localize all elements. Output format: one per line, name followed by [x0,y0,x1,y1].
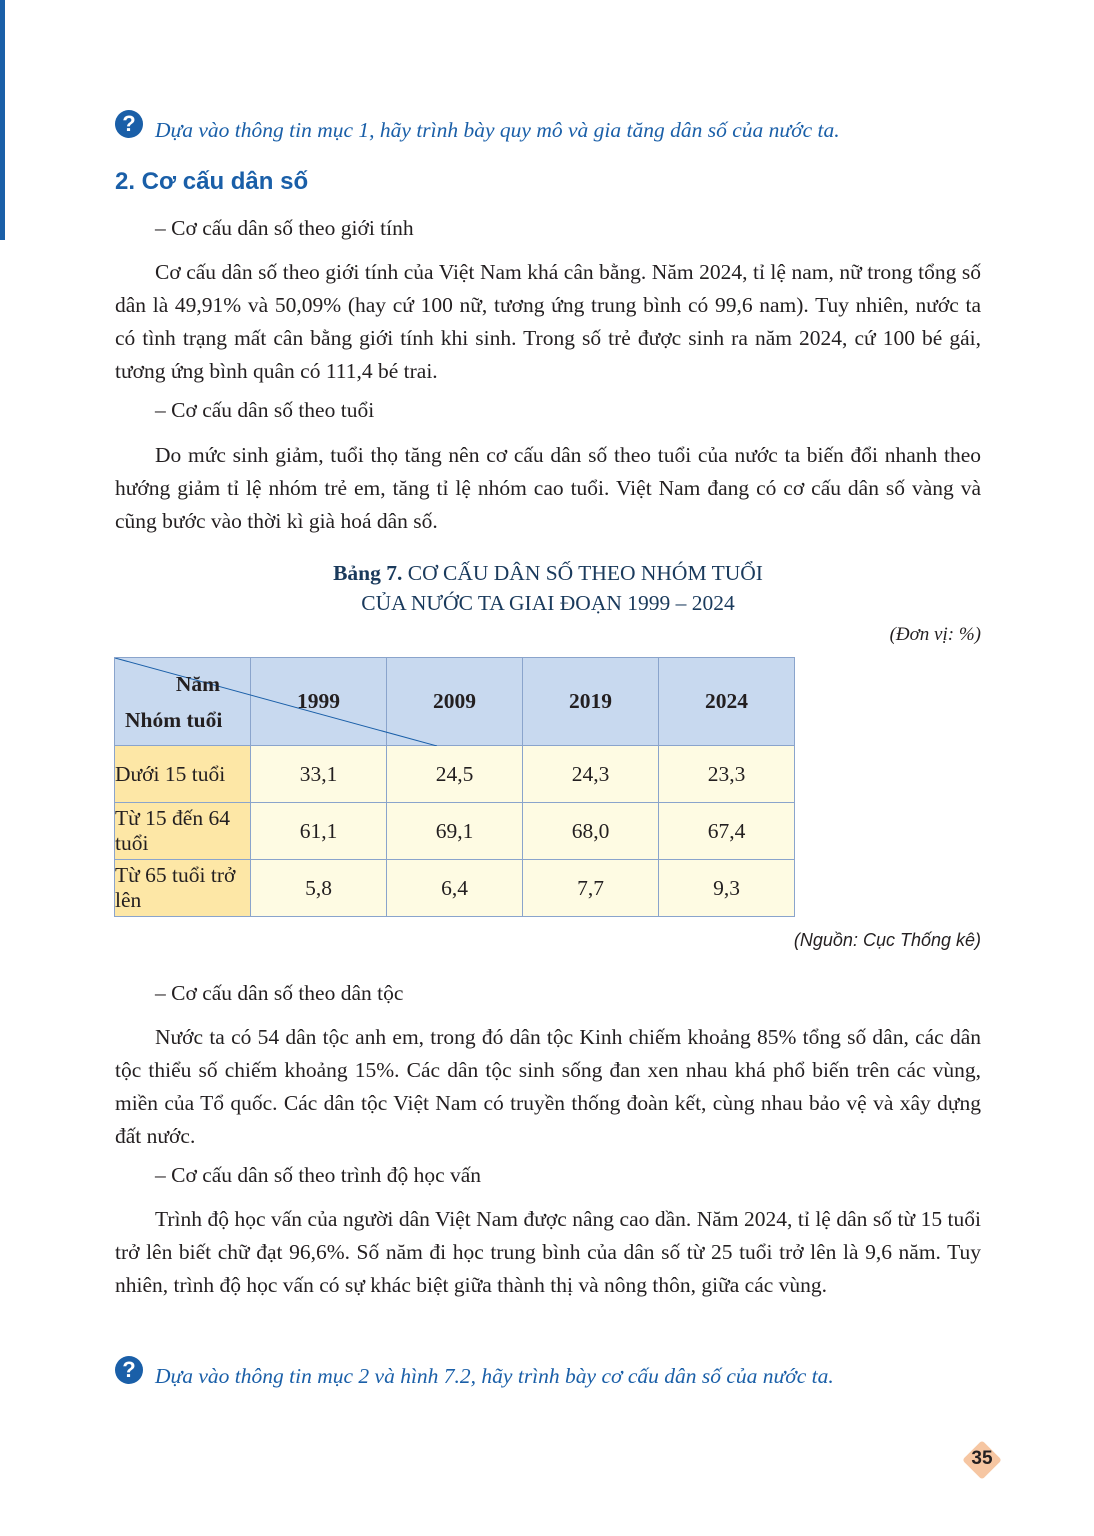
value-cell: 24,3 [523,746,659,803]
value-cell: 9,3 [659,860,795,917]
education-label: – Cơ cấu dân số theo trình độ học vấn [155,1163,482,1187]
year-header: 2009 [387,658,523,746]
value-cell: 67,4 [659,803,795,860]
table-unit: (Đơn vị: %) [889,624,981,645]
table-title-line1: CƠ CẤU DÂN SỐ THEO NHÓM TUỔI [402,561,763,585]
section-heading: 2. Cơ cấu dân số [115,168,309,195]
value-cell: 68,0 [523,803,659,860]
question-2-text: Dựa vào thông tin mục 2 và hình 7.2, hãy trình bày cơ cấu dân số của nước ta. [155,1363,834,1388]
value-cell: 69,1 [387,803,523,860]
left-accent-bar [0,0,5,240]
table-row [115,803,795,860]
value-cell: 6,4 [387,860,523,917]
age-paragraph: Do mức sinh giảm, tuổi thọ tăng nên cơ cấu dân số theo tuổi của nước ta biến đổi nhanh theo hướng giảm tỉ lệ nhóm trẻ em, tăng tỉ lệ nhóm cao tuổi. Việt Nam đang có cơ cấu dân số vàng và cũng bước vào thời kì già hoá dân số. [115,443,981,533]
value-cell: 61,1 [251,803,387,860]
corner-year-label: Năm [175,672,220,696]
value-cell: 23,3 [659,746,795,803]
year-header: 1999 [251,658,387,746]
question-mark-icon: ? [115,1356,143,1384]
education-paragraph: Trình độ học vấn của người dân Việt Nam được nâng cao dần. Năm 2024, tỉ lệ dân số từ 15 tuổi trở lên biết chữ đạt 96,6%. Số năm đi học trung bình của dân số từ 25 tuổi trở lên là 9,6 năm. Tuy nhiên, trình độ học vấn có sự khác biệt giữa thành thị và nông thôn, giữa các vùng. [115,1207,981,1297]
table-source: (Nguồn: Cục Thống kê) [793,930,981,950]
ethnic-label: – Cơ cấu dân số theo dân tộc [155,981,404,1005]
age-group-cell: Dưới 15 tuổi [115,746,251,803]
question-1-text: Dựa vào thông tin mục 1, hãy trình bày quy mô và gia tăng dân số của nước ta. [155,117,840,142]
table-corner-header [115,658,251,746]
question-2 [115,1357,834,1390]
page-number-text: 35 [971,1448,993,1469]
value-cell: 5,8 [251,860,387,917]
age-group-cell: Từ 65 tuổi trở lên [115,860,251,917]
year-header: 2019 [523,658,659,746]
question-1 [115,111,840,144]
question-mark-icon: ? [115,110,143,138]
table-title-line2: CỦA NƯỚC TA GIAI ĐOẠN 1999 – 2024 [361,591,735,615]
year-header: 2024 [659,658,795,746]
ethnic-paragraph: Nước ta có 54 dân tộc anh em, trong đó dân tộc Kinh chiếm khoảng 85% tổng số dân, các dân tộc thiểu số chiếm khoảng 15%. Các dân tộc sinh sống đan xen nhau khá phổ biến trên các vùng, miền của Tổ quốc. Các dân tộc Việt Nam có truyền thống đoàn kết, cùng nhau bảo vệ và xây dựng đất nước. [115,1025,981,1148]
page-number [962,1440,1002,1480]
age-label: – Cơ cấu dân số theo tuổi [155,398,375,422]
table-header-row [115,658,795,746]
gender-paragraph: Cơ cấu dân số theo giới tính của Việt Nam khá cân bằng. Năm 2024, tỉ lệ nam, nữ trong tổng số dân là 49,91% và 50,09% (hay cứ 100 nữ, tương ứng trung bình có 99,6 nam). Tuy nhiên, nước ta có tình trạng mất cân bằng giới tính khi sinh. Trong số trẻ được sinh ra năm 2024, cứ 100 bé gái, tương ứng bình quân có 111,4 bé trai. [115,260,981,383]
age-structure-table [114,657,795,917]
age-group-cell: Từ 15 đến 64 tuổi [115,803,251,860]
table-title [115,558,981,618]
value-cell: 24,5 [387,746,523,803]
table-row [115,860,795,917]
table-title-label: Bảng 7. [333,561,403,585]
corner-group-label: Nhóm tuổi [125,708,223,732]
table-row [115,746,795,803]
value-cell: 33,1 [251,746,387,803]
value-cell: 7,7 [523,860,659,917]
gender-label: – Cơ cấu dân số theo giới tính [155,216,414,240]
